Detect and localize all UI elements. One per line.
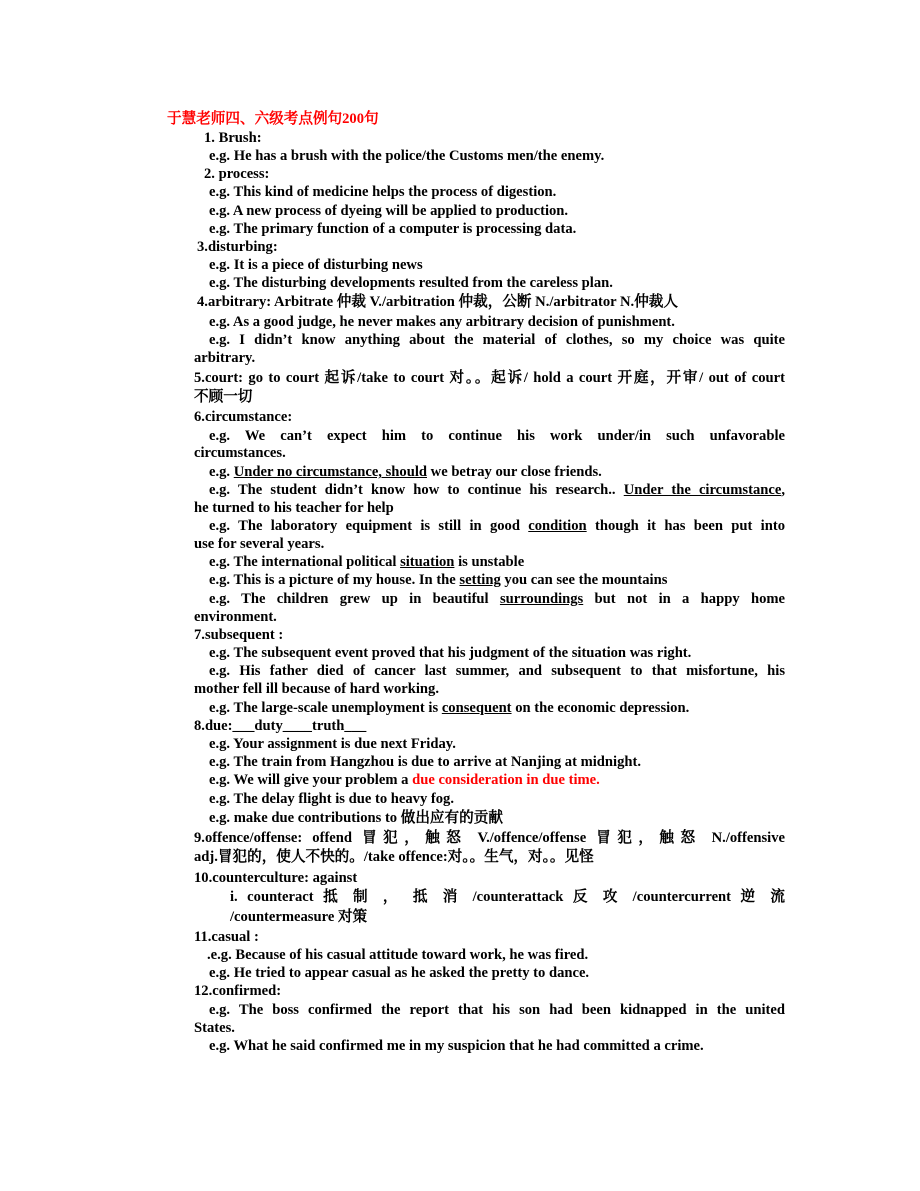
text-segment: e.g. The primary function of a computer is processing data. (209, 221, 577, 237)
text-line (209, 771, 600, 789)
text-line (209, 331, 785, 349)
text-line (209, 463, 602, 481)
text-segment: e.g. The disturbing developments resulted from the careless plan. (209, 275, 613, 291)
text-line (194, 848, 594, 866)
text-line (194, 869, 357, 887)
text-segment: e.g. This is a picture of my house. In the (209, 572, 460, 588)
text-segment: you can see the mountains (500, 572, 668, 588)
text-line (209, 809, 503, 827)
text-segment: use for several years. (194, 536, 325, 552)
text-segment: 12.confirmed: (194, 983, 282, 999)
text-segment: e.g. make due contributions to 做出应有的贡献 (209, 810, 503, 826)
text-segment: e.g. We will give your problem a (209, 772, 413, 788)
text-line (194, 1019, 235, 1037)
text-segment: e.g. His father died of cancer last summer, and subsequent to that misfortune, his (209, 663, 785, 679)
text-line (194, 829, 785, 847)
text-segment: States. (194, 1020, 235, 1036)
text-segment: e.g. The delay flight is due to heavy fog. (209, 791, 454, 807)
text-line (209, 590, 785, 608)
text-line (194, 499, 394, 517)
text-line (209, 256, 423, 274)
text-line (194, 928, 259, 946)
text-line (209, 313, 675, 331)
text-segment: but not in a happy home (583, 591, 785, 607)
text-line (209, 147, 604, 165)
text-segment: e.g. The boss confirmed the report that his son had been kidnapped in the united (209, 1002, 785, 1018)
text-segment: e.g. This kind of medicine helps the process of digestion. (209, 184, 557, 200)
text-line (209, 644, 691, 662)
text-line (209, 427, 785, 445)
text-segment: though it has been put into (586, 518, 785, 534)
text-segment: e.g. It is a piece of disturbing news (209, 257, 423, 273)
underlined-phrase: Under the circumstance (623, 482, 782, 498)
text-segment: is unstable (454, 554, 525, 570)
text-segment: e.g. A new process of dyeing will be applied to production. (209, 203, 569, 219)
text-segment: he turned to his teacher for help (194, 500, 394, 516)
text-segment: e.g. I didn’t know anything about the material of clothes, so my choice was quite (209, 332, 785, 348)
text-segment: environment. (194, 609, 277, 625)
text-segment: on the economic depression. (511, 700, 690, 716)
text-segment: 2. process: (204, 166, 270, 182)
text-segment: e.g. The laboratory equipment is still in good (209, 518, 529, 534)
text-line (209, 1037, 704, 1055)
text-line (197, 293, 678, 311)
text-segment: e.g. We can’t expect him to continue his work under/in such unfavorable (209, 428, 785, 444)
text-segment: , (781, 482, 785, 498)
text-line (209, 571, 667, 589)
text-line (194, 349, 255, 367)
text-segment: 1. Brush: (204, 130, 262, 146)
text-line (204, 165, 269, 183)
highlighted-phrase: due consideration in due time. (412, 772, 600, 788)
text-segment: 9.offence/offense: offend 冒犯，触怒 V./offence/offense 冒犯，触怒 N./offensive (194, 830, 785, 846)
text-segment: circumstances. (194, 445, 286, 461)
text-segment: e.g. What he said confirmed me in my suspicion that he had committed a crime. (209, 1038, 704, 1054)
text-segment: e.g. He has a brush with the police/the Customs men/the enemy. (209, 148, 605, 164)
text-segment: e.g. The subsequent event proved that his judgment of the situation was right. (209, 645, 692, 661)
text-line (209, 735, 456, 753)
text-line (209, 274, 613, 292)
text-line (204, 129, 262, 147)
document-title: 于慧老师四、六级考点例句200句 (167, 111, 379, 127)
text-line (194, 608, 277, 626)
underlined-phrase: Under no circumstance, should (233, 464, 427, 480)
text-segment: e.g. Your assignment is due next Friday. (209, 736, 456, 752)
text-line (209, 964, 589, 982)
text-segment: e.g. The children grew up in beautiful (209, 591, 500, 607)
text-line (194, 408, 292, 426)
text-segment: e.g. The international political (209, 554, 401, 570)
text-segment: 3.disturbing: (197, 239, 278, 255)
text-line (197, 238, 278, 256)
text-line (230, 888, 785, 906)
underlined-phrase: surroundings (499, 591, 584, 607)
text-segment: i. counteract 抵 制 ， 抵 消 /counterattack 反 攻 /countercurrent 逆 流 (230, 889, 785, 905)
text-segment: e.g. As a good judge, he never makes any arbitrary decision of punishment. (209, 314, 675, 330)
text-line (194, 369, 785, 387)
text-line (209, 790, 454, 808)
text-line (230, 908, 367, 926)
text-segment: e.g. The large-scale unemployment is (209, 700, 442, 716)
text-segment: arbitrary. (194, 350, 256, 366)
text-segment: e.g. The train from Hangzhou is due to arrive at Nanjing at midnight. (209, 754, 642, 770)
text-line (194, 717, 366, 735)
text-line (194, 535, 324, 553)
text-segment: adj.冒犯的，使人不快的。/take offence:对。。生气，对。。见怪 (194, 849, 594, 865)
text-segment: 8.due:___duty____truth___ (194, 718, 367, 734)
text-segment: .e.g. Because of his casual attitude toward work, he was fired. (207, 947, 589, 963)
text-segment: 6.circumstance: (194, 409, 293, 425)
text-line (207, 946, 588, 964)
text-segment: 11.casual : (194, 929, 259, 945)
text-line (209, 517, 785, 535)
text-line (209, 662, 785, 680)
text-segment: mother fell ill because of hard working. (194, 681, 439, 697)
text-line (209, 699, 689, 717)
text-segment: 10.counterculture: against (194, 870, 358, 886)
text-line (209, 220, 576, 238)
text-line (209, 202, 568, 220)
text-line (209, 183, 556, 201)
underlined-phrase: situation (400, 554, 455, 570)
text-segment: we betray our close friends. (427, 464, 602, 480)
text-line (194, 444, 286, 462)
underlined-phrase: consequent (441, 700, 512, 716)
text-segment: e.g. (209, 464, 234, 480)
text-line (194, 626, 283, 644)
text-line (209, 481, 785, 499)
text-line (209, 1001, 785, 1019)
text-segment: /countermeasure 对策 (230, 909, 368, 925)
text-segment: e.g. He tried to appear casual as he asked the pretty to dance. (209, 965, 590, 981)
text-line (209, 553, 524, 571)
text-segment: 不顾一切 (194, 389, 253, 405)
underlined-phrase: setting (459, 572, 501, 588)
text-line (194, 680, 439, 698)
text-line (194, 982, 281, 1000)
text-segment: e.g. The student didn’t know how to continue his research.. (209, 482, 624, 498)
text-line (194, 388, 252, 406)
underlined-phrase: condition (528, 518, 587, 534)
text-segment: 5.court: go to court 起诉/take to court 对。。起诉/ hold a court 开庭，开审/ out of court (194, 370, 785, 386)
text-line (209, 753, 641, 771)
text-segment: 7.subsequent : (194, 627, 284, 643)
text-segment: 4.arbitrary: Arbitrate 仲裁 V./arbitration 仲裁，公断 N./arbitrator N.仲裁人 (197, 294, 678, 310)
